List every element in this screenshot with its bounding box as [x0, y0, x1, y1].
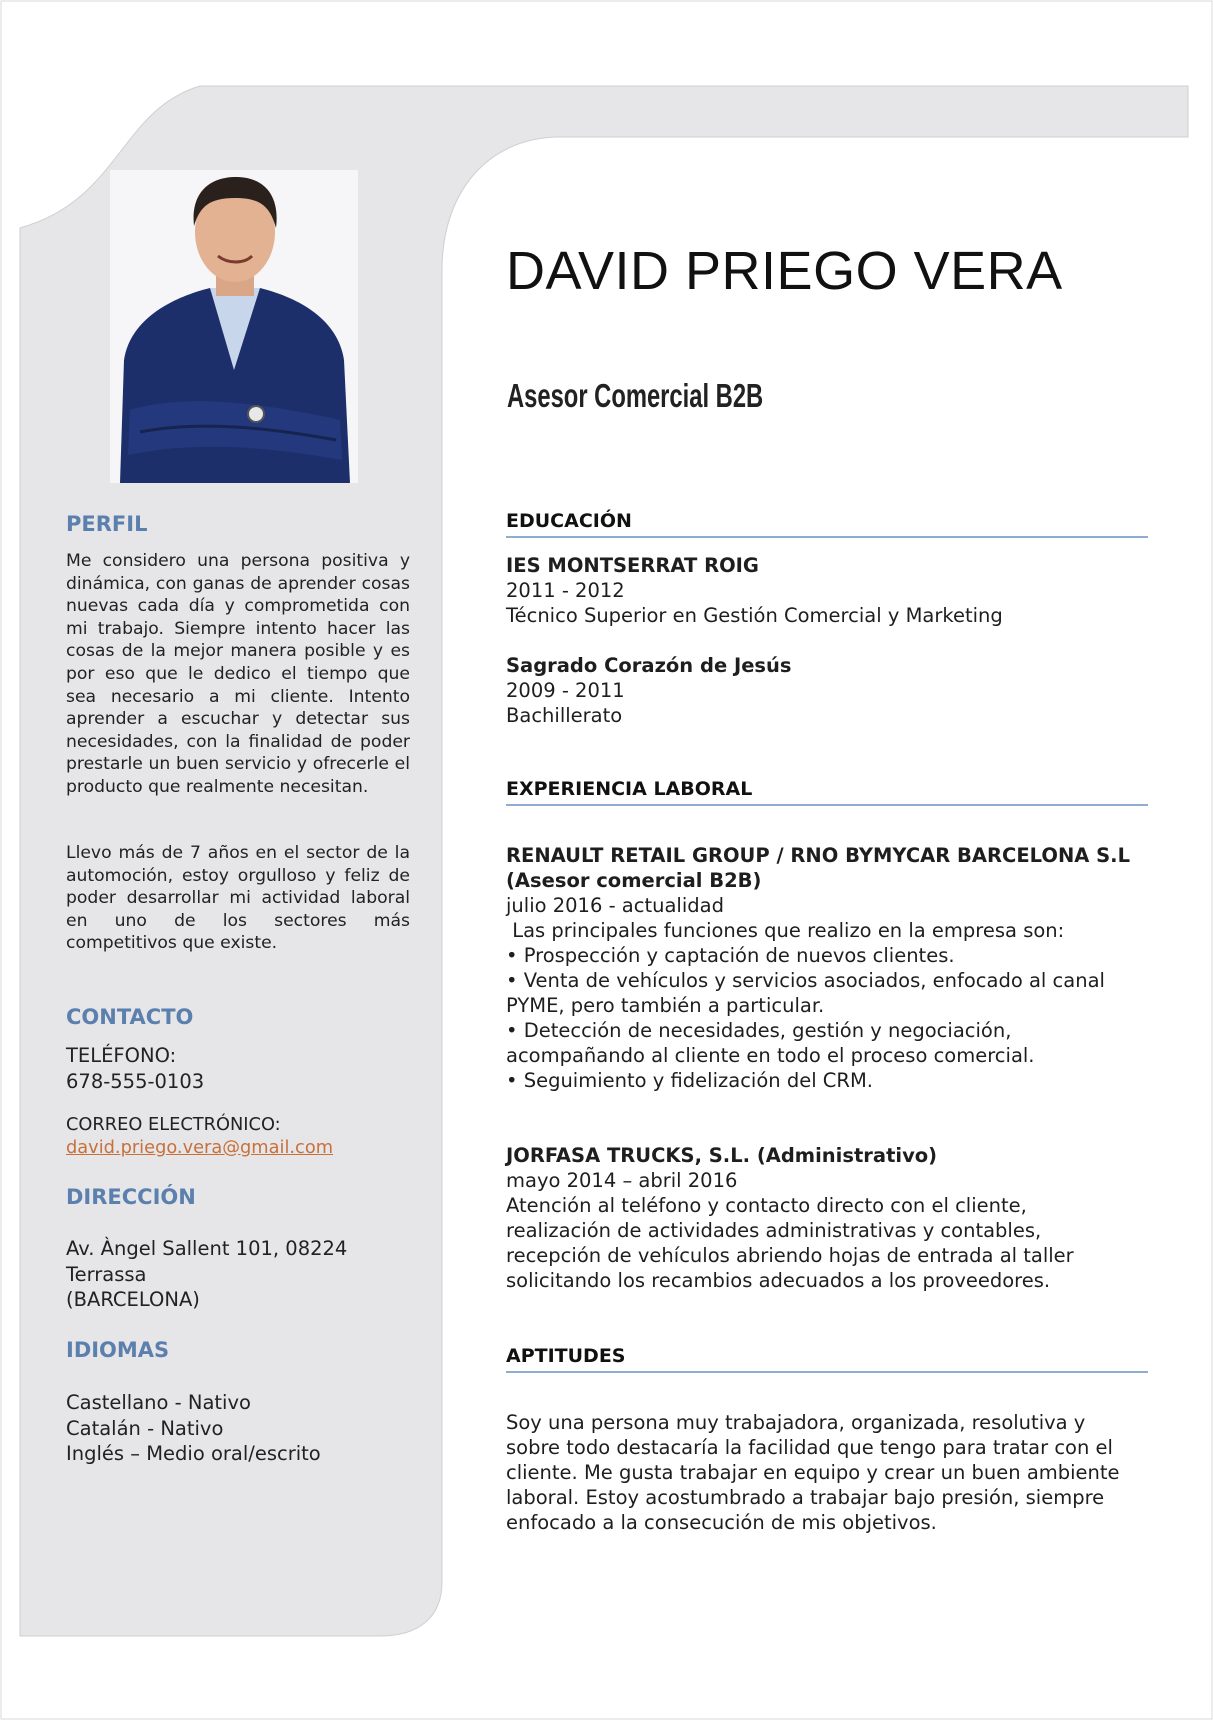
languages-list	[66, 1390, 321, 1467]
perfil-heading: PERFIL	[66, 512, 148, 536]
school-degree: Bachillerato	[506, 704, 623, 727]
job-description-line: recepción de vehículos abriendo hojas de entrada al taller	[506, 1244, 1074, 1267]
perfil-paragraph-1: Me considero una persona positiva y dinámica, con ganas de aprender cosas nuevas cada día y comprometida con mi trabajo. Siempre intento hacer las cosas de la mejor manera posible y es por eso que le dedico el tiempo que sea necesario a mi cliente. Intento aprender a escuchar y detectar sus necesidades, con la finalidad de poder prestarle un buen servicio y ofrecerle el producto que realmente necesitan.	[66, 551, 410, 797]
aptitudes-line: sobre todo destacaría la facilidad que tengo para tratar con el	[506, 1436, 1113, 1459]
language-item: Inglés – Medio oral/escrito	[66, 1442, 321, 1465]
phone-label: TELÉFONO:	[66, 1044, 177, 1067]
school-name: Sagrado Corazón de Jesús	[506, 654, 792, 677]
job-description-line: solicitando los recambios adecuados a los proveedores.	[506, 1269, 1051, 1292]
aptitudes-line: Soy una persona muy trabajadora, organizada, resolutiva y	[506, 1411, 1086, 1434]
address-block	[66, 1236, 347, 1313]
language-item: Castellano - Nativo	[66, 1391, 251, 1414]
email-label: CORREO ELECTRÓNICO:	[66, 1114, 281, 1135]
contacto-heading: CONTACTO	[66, 1005, 194, 1029]
job-bullet: • Seguimiento y fidelización del CRM.	[506, 1069, 873, 1092]
language-item: Catalán - Nativo	[66, 1416, 224, 1440]
school-years: 2011 - 2012	[506, 579, 625, 602]
job-company: RENAULT RETAIL GROUP / RNO BYMYCAR BARCELONA S.L	[506, 844, 1131, 867]
aptitudes-heading: APTITUDES	[506, 1345, 1148, 1373]
job-entry	[506, 1143, 1146, 1293]
email-block	[66, 1113, 333, 1159]
aptitudes-line: laboral. Estoy acostumbrado a trabajar bajo presión, siempre	[506, 1486, 1105, 1509]
educacion-heading: EDUCACIÓN	[506, 510, 1148, 538]
direccion-heading: DIRECCIÓN	[66, 1185, 196, 1209]
job-bullet: • Detección de necesidades, gestión y negociación,	[506, 1019, 1012, 1042]
idiomas-heading: IDIOMAS	[66, 1338, 170, 1362]
email-link[interactable]: david.priego.vera@gmail.com	[66, 1137, 334, 1158]
aptitudes-text	[506, 1410, 1146, 1535]
job-company: JORFASA TRUCKS, S.L. (Administrativo)	[506, 1144, 938, 1167]
school-years: 2009 - 2011	[506, 679, 625, 702]
job-bullet-cont: acompañando al cliente en todo el proceso comercial.	[506, 1044, 1035, 1067]
job-bullet: • Venta de vehículos y servicios asociados, enfocado al canal	[506, 969, 1105, 992]
perfil-paragraph-2: Llevo más de 7 años en el sector de la automoción, estoy orgulloso y feliz de poder desarrollar mi actividad laboral en uno de los sectores más competitivos que existe.	[66, 843, 410, 954]
job-intro: Las principales funciones que realizo en la empresa son:	[506, 919, 1065, 942]
school-name: IES MONTSERRAT ROIG	[506, 554, 759, 577]
experiencia-heading: EXPERIENCIA LABORAL	[506, 778, 1148, 806]
job-bullet: • Prospección y captación de nuevos clientes.	[506, 944, 955, 967]
job-entry	[506, 843, 1146, 1093]
job-dates: julio 2016 - actualidad	[506, 894, 724, 917]
job-description-line: Atención al teléfono y contacto directo con el cliente,	[506, 1194, 1027, 1217]
person-name: DAVID PRIEGO VERA	[506, 241, 1063, 301]
aptitudes-line: cliente. Me gusta trabajar en equipo y crear un buen ambiente	[506, 1461, 1120, 1484]
job-role: (Asesor comercial B2B)	[506, 869, 762, 892]
education-item	[506, 653, 1146, 728]
profile-photo	[110, 170, 358, 483]
job-dates: mayo 2014 – abril 2016	[506, 1169, 738, 1192]
address-line-1: Av. Àngel Sallent 101, 08224	[66, 1237, 348, 1260]
person-photo-icon	[110, 170, 358, 483]
contacto-block	[66, 1043, 204, 1094]
aptitudes-line: enfocado a la consecución de mis objetivos.	[506, 1511, 937, 1534]
job-title: Asesor Comercial B2B	[507, 377, 764, 414]
phone-value: 678-555-0103	[66, 1069, 205, 1093]
education-item	[506, 553, 1146, 628]
address-line-3: (BARCELONA)	[66, 1288, 200, 1311]
job-bullet-cont: PYME, pero también a particular.	[506, 994, 825, 1017]
job-description-line: realización de actividades administrativas y contables,	[506, 1219, 1042, 1242]
school-degree: Técnico Superior en Gestión Comercial y Marketing	[506, 604, 1003, 627]
address-line-2: Terrassa	[66, 1262, 147, 1286]
